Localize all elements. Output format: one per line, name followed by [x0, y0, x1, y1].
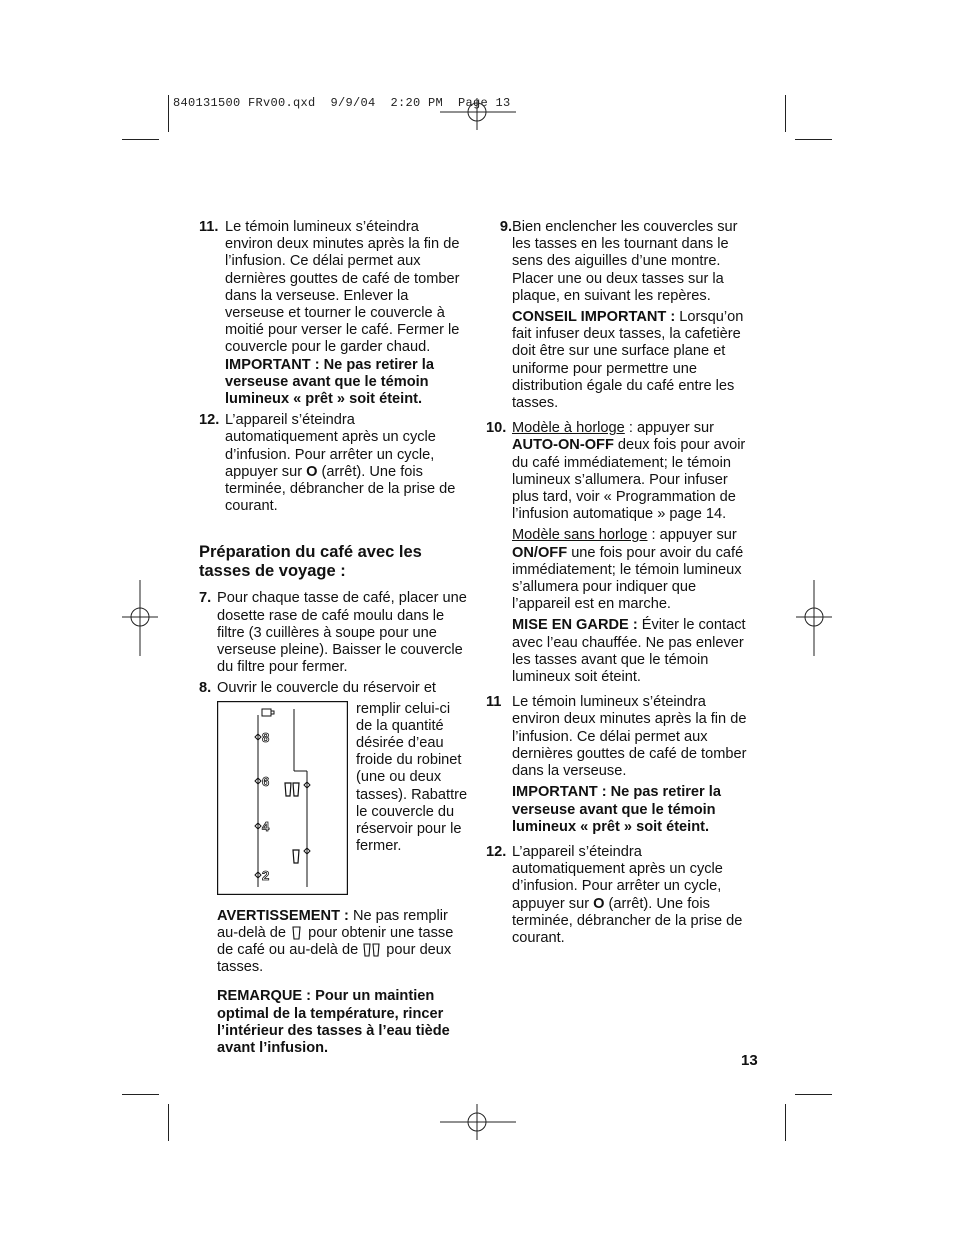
step-number: 8. [199, 680, 212, 697]
crop-mark [795, 1094, 832, 1095]
step-12 [486, 844, 756, 947]
one-mug-icon [293, 850, 299, 863]
registration-mark-bottom [440, 1104, 516, 1144]
water-reservoir-diagram [217, 701, 348, 895]
step-text: L’appareil s’éteindra automatiquement après un cycle d’infusion. Pour arrêter un cycle, appuyer sur [225, 412, 436, 480]
step-text: Pour chaque tasse de café, placer une dosette rase de café moulu dans le filtre (3 cuillères à soupe pour une verseuse pleine). Baisser le couvercle du filtre pour fermer. [217, 590, 467, 676]
step-text: deux fois pour avoir du café immédiatement; le témoin lumineux s’allumera. Pour infuser plus tard, voir « Programmation de l’infusion automatique » page 14. [512, 437, 746, 523]
step-number: 7. [199, 590, 212, 607]
model-noclock-label: Modèle sans horloge [512, 527, 648, 544]
crop-mark [785, 95, 786, 132]
important-note: IMPORTANT : Ne pas retirer la verseuse avant que le témoin lumineux « prêt » soit éteint. [512, 784, 721, 835]
crop-mark [122, 1094, 159, 1095]
step-text: (arrêt). Une fois terminée, débrancher de la prise de courant. [512, 895, 743, 946]
crop-mark [168, 1104, 169, 1141]
step-number: 12. [199, 412, 220, 429]
caution-text: Éviter le contact avec l’eau chauffée. Ne pas enlever les tasses avant que le témoin lumineux soit éteint. [512, 617, 746, 686]
warning-text: Ne pas remplir au-delà de [217, 907, 448, 941]
step-text: : appuyer sur [624, 420, 715, 437]
step-number: 12. [486, 843, 507, 860]
level-mark-8: 8 [262, 729, 270, 745]
step-9 [486, 219, 756, 416]
step-number: 9. [499, 219, 512, 235]
step-text: Bien enclencher les couvercles sur les tasses en les tournant dans le sens des aiguilles d’une montre. Placer une ou deux tasses sur la plaque, en suivant les repères. [512, 219, 738, 304]
left-column [199, 219, 469, 1061]
warning-paragraph [217, 908, 469, 977]
caution-label: MISE EN GARDE : [512, 617, 638, 634]
step-text: Le témoin lumineux s’éteindra environ deux minutes après la fin de l’infusion. Ce délai permet aux dernières gouttes de café de tomber dans la verseuse. Enlever la verseuse et tourner le couvercle à moitié pour verser le café. Fermer le couvercle pour le garder chaud. [225, 219, 460, 356]
off-symbol: O [593, 895, 605, 912]
important-note: IMPORTANT : Ne pas retirer la verseuse avant que le témoin lumineux « prêt » soit éteint. [225, 356, 434, 408]
step-text: Ouvrir le couvercle du réservoir et [217, 680, 436, 697]
two-mugs-icon [362, 943, 382, 957]
registration-mark-left [122, 580, 158, 656]
page-number: 13 [741, 1052, 758, 1069]
crop-mark [168, 95, 169, 132]
warning-text: pour deux tasses. [217, 942, 452, 976]
crop-mark [785, 1104, 786, 1141]
on-off-button-label: ON/OFF [512, 544, 568, 561]
step-10 [486, 420, 756, 690]
auto-on-off-button-label: AUTO-ON-OFF [512, 437, 614, 454]
warning-label: AVERTISSEMENT : [217, 907, 349, 924]
off-symbol: O [306, 463, 318, 480]
level-mark-2: 2 [262, 867, 270, 883]
tip-label: CONSEIL IMPORTANT : [512, 309, 676, 326]
step-11 [486, 694, 756, 840]
model-clock-label: Modèle à horloge [512, 420, 625, 437]
remark-note: REMARQUE : Pour un maintien optimal de la température, rincer l’intérieur des tasses à l’eau tiède avant l’infusion. [217, 988, 450, 1057]
warning-text: pour obtenir une tasse de café ou au-delà de [217, 924, 454, 959]
step-number: 11. [199, 219, 219, 235]
step-text: Le témoin lumineux s’éteindra environ deux minutes après la fin de l’infusion. Ce délai permet aux dernières gouttes de café de tomber dans la verseuse. [512, 694, 747, 780]
two-mugs-icon [285, 783, 299, 796]
step-number: 10. [486, 420, 507, 437]
crop-mark [795, 139, 832, 140]
step-text: une fois pour avoir du café immédiatement; le témoin lumineux s’allumera pour indiquer que l’appareil est en marche. [512, 544, 744, 613]
step-text: remplir celui-ci de la quantité désirée d’eau froide du robinet (une ou deux tasses). Rabattre le couvercle du réservoir pour le fermer. [356, 700, 468, 855]
section-heading: Préparation du café avec les tasses de voyage : [199, 543, 422, 580]
one-mug-icon [290, 926, 304, 940]
step-number: 11 [486, 694, 502, 711]
crop-mark [122, 139, 159, 140]
cup-icon [262, 709, 274, 716]
step-11 [199, 219, 469, 408]
registration-mark-top [440, 98, 516, 134]
right-column [486, 219, 756, 951]
file-slug: 840131500 FRv00.qxd 9/9/04 2:20 PM Page 13 [173, 96, 511, 110]
level-mark-4: 4 [262, 818, 270, 834]
registration-mark-right [796, 580, 832, 656]
step-7 [199, 590, 469, 676]
step-text: : appuyer sur [647, 527, 737, 544]
level-mark-6: 6 [262, 773, 270, 789]
step-text: (arrêt). Une fois terminée, débrancher de la prise de courant. [225, 463, 456, 515]
tip-text: Lorsqu’on fait infuser deux tasses, la cafetière doit être sur une surface plane et uniforme pour permettre une distribution égale du café entre les tasses. [512, 309, 744, 412]
step-text: L’appareil s’éteindra automatiquement après un cycle d’infusion. Pour arrêter un cycle, appuyer sur [512, 843, 723, 912]
step-12 [199, 412, 469, 515]
step-8 [199, 680, 469, 894]
